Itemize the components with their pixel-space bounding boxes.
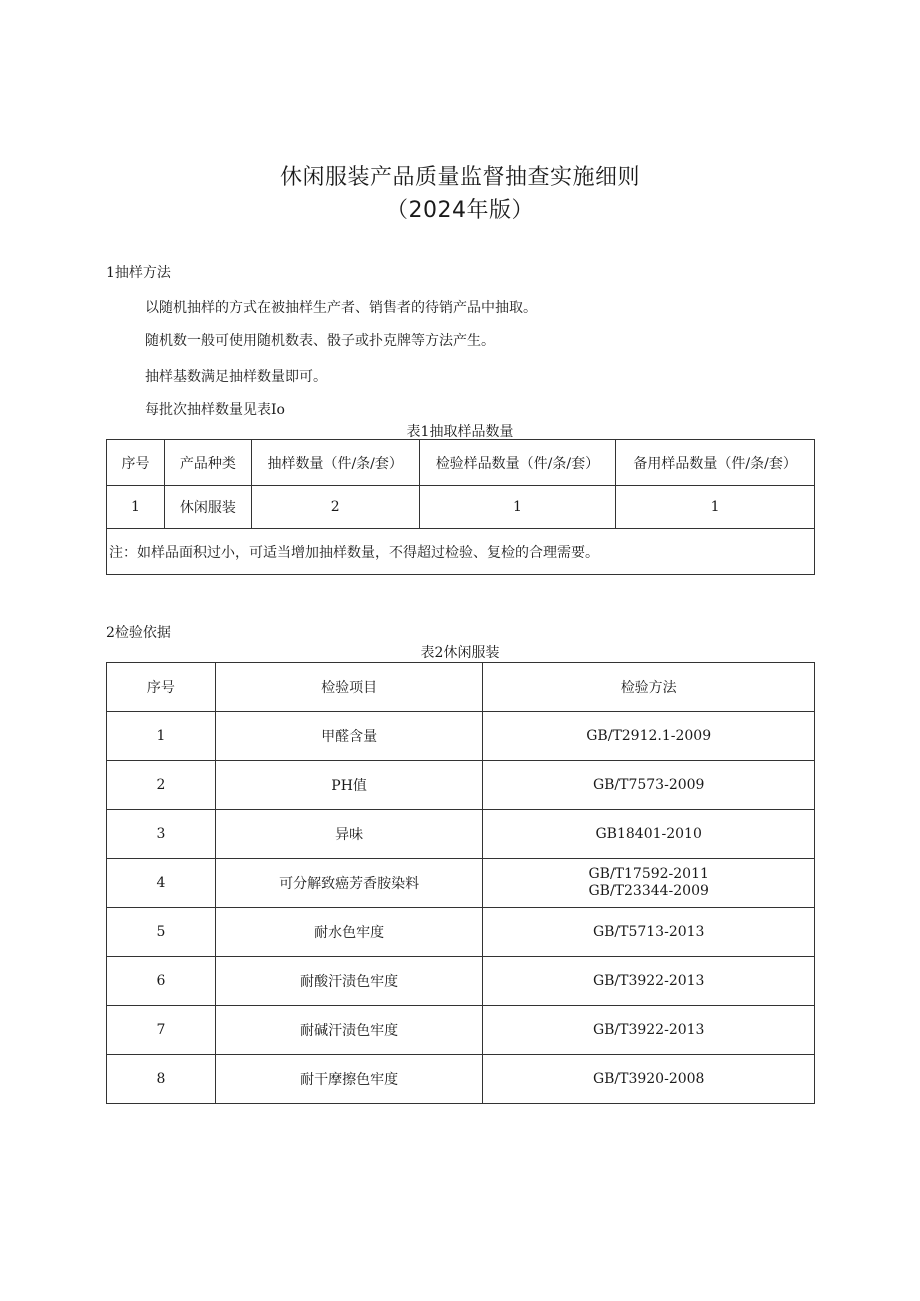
table-cell: 1 (616, 486, 815, 529)
table-row (107, 859, 815, 908)
row-number: 1 (107, 712, 216, 761)
inspection-item: 耐干摩擦色牢度 (215, 1055, 483, 1104)
header-cell: 产品种类 (164, 440, 251, 486)
header-cell: 抽样数量（件/条/套） (251, 440, 419, 486)
table-row (107, 908, 815, 957)
table-note-row (107, 529, 815, 575)
table-row (107, 1006, 815, 1055)
header-cell: 备用样品数量（件/条/套） (616, 440, 815, 486)
inspection-item: 耐水色牢度 (215, 908, 483, 957)
method-line: GB/T17592-2011 (588, 866, 709, 882)
table-cell: 1 (107, 486, 165, 529)
inspection-item: 异味 (215, 810, 483, 859)
row-number: 7 (107, 1006, 216, 1055)
table-row (107, 810, 815, 859)
header-cell: 序号 (107, 440, 165, 486)
inspection-method (483, 859, 815, 908)
inspection-method: GB/T3920-2008 (483, 1055, 815, 1104)
header-cell: 序号 (107, 663, 216, 712)
sampling-table (106, 439, 815, 575)
table-row (107, 1055, 815, 1104)
inspection-method: GB/T7573-2009 (483, 761, 815, 810)
row-number: 3 (107, 810, 216, 859)
paragraph-2: 随机数一般可使用随机数表、骰子或扑克牌等方法产生。 (145, 333, 495, 349)
row-number: 4 (107, 859, 216, 908)
table-2-caption: 表2休闲服装 (420, 645, 500, 661)
row-number: 8 (107, 1055, 216, 1104)
inspection-method: GB/T2912.1-2009 (483, 712, 815, 761)
document-title: 休闲服装产品质量监督抽查实施细则 (279, 165, 640, 190)
inspection-item: 可分解致癌芳香胺染料 (215, 859, 483, 908)
header-cell: 检验样品数量（件/条/套） (419, 440, 616, 486)
section-1-heading: 1抽样方法 (106, 265, 171, 281)
table-row (107, 957, 815, 1006)
section-2-heading: 2检验依据 (106, 625, 171, 641)
table-row (107, 761, 815, 810)
inspection-method: GB/T3922-2013 (483, 957, 815, 1006)
row-number: 2 (107, 761, 216, 810)
table-cell: 2 (251, 486, 419, 529)
inspection-method: GB/T5713-2013 (483, 908, 815, 957)
table-header-row (107, 440, 815, 486)
paragraph-3: 抽样基数满足抽样数量即可。 (145, 369, 327, 385)
paragraph-1: 以随机抽样的方式在被抽样生产者、销售者的待销产品中抽取。 (145, 300, 537, 316)
table-row (107, 486, 815, 529)
method-line: GB/T23344-2009 (588, 883, 709, 899)
row-number: 5 (107, 908, 216, 957)
inspection-method: GB18401-2010 (483, 810, 815, 859)
inspection-item: 甲醛含量 (215, 712, 483, 761)
table-row (107, 712, 815, 761)
header-cell: 检验项目 (215, 663, 483, 712)
table-header-row (107, 663, 815, 712)
inspection-item: 耐碱汗渍色牢度 (215, 1006, 483, 1055)
inspection-item: 耐酸汗渍色牢度 (215, 957, 483, 1006)
header-cell: 检验方法 (483, 663, 815, 712)
inspection-item: PH值 (215, 761, 483, 810)
paragraph-4: 每批次抽样数量见表Io (145, 402, 285, 418)
table-1-caption: 表1抽取样品数量 (406, 424, 514, 440)
table-cell: 休闲服装 (164, 486, 251, 529)
table-cell: 1 (419, 486, 616, 529)
document-subtitle: （2024年版） (386, 198, 534, 223)
table-note: 注：如样品面积过小，可适当增加抽样数量，不得超过检验、复检的合理需要。 (107, 529, 815, 575)
inspection-method: GB/T3922-2013 (483, 1006, 815, 1055)
row-number: 6 (107, 957, 216, 1006)
inspection-table (106, 662, 815, 1104)
